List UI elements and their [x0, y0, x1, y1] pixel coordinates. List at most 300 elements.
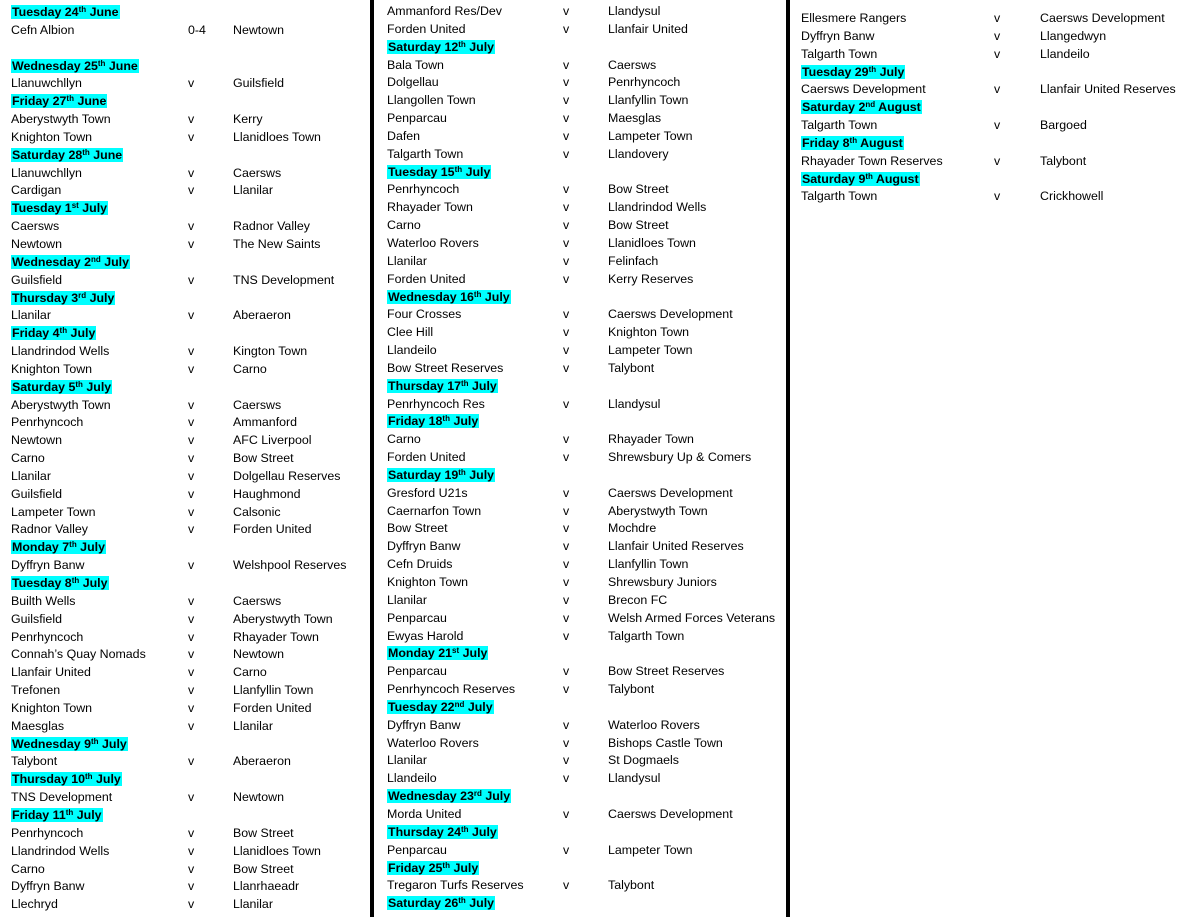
date-header	[387, 378, 782, 396]
away-team: Llanidloes Town	[233, 843, 321, 858]
fixture-row	[387, 199, 782, 217]
fixture-row	[11, 753, 366, 771]
versus-or-score: v	[563, 307, 570, 322]
date-ordinal-suffix: th	[458, 896, 466, 906]
home-team: Talgarth Town	[801, 46, 878, 61]
fixture-row	[11, 878, 366, 896]
fixture-row	[11, 700, 366, 718]
fixture-row	[11, 343, 366, 361]
date-day: Saturday 26	[388, 896, 459, 911]
away-team: Llandysul	[608, 396, 661, 411]
home-team: Bow Street Reserves	[387, 360, 504, 375]
fixture-row	[387, 21, 782, 39]
away-team: Llanfair United Reserves	[608, 539, 744, 554]
fixture-row	[387, 610, 782, 628]
home-team: Penparcau	[387, 842, 447, 857]
date-month: July	[82, 576, 108, 590]
home-team: Guilsfield	[11, 486, 62, 501]
date-ordinal-suffix: th	[461, 824, 469, 834]
date-header	[387, 164, 782, 182]
date-ordinal-suffix: th	[454, 164, 463, 174]
home-team: Forden United	[387, 450, 466, 465]
date-ordinal-suffix: th	[59, 326, 68, 336]
versus-or-score: v	[563, 396, 570, 411]
versus-or-score: v	[563, 735, 570, 750]
date-header	[801, 99, 1196, 117]
versus-or-score: v	[994, 46, 1001, 61]
home-team: Penrhyncoch Res	[387, 396, 485, 411]
home-team: Trefonen	[11, 683, 61, 698]
date-header	[11, 254, 366, 272]
home-team: Guilsfield	[11, 611, 62, 626]
date-month: July	[472, 824, 497, 839]
date-month: July	[82, 201, 108, 216]
fixture-row	[11, 664, 366, 682]
away-team: Lampeter Town	[608, 128, 693, 143]
away-team: Haughmond	[233, 486, 301, 501]
versus-or-score: v	[188, 361, 195, 376]
away-team: Knighton Town	[608, 325, 690, 340]
versus-or-score: v	[188, 843, 195, 858]
date-header	[11, 4, 366, 22]
home-team: Ewyas Harold	[387, 628, 464, 643]
versus-or-score: v	[563, 610, 570, 625]
versus-or-score: v	[188, 219, 195, 234]
home-team: Forden United	[387, 21, 466, 36]
away-team: St Dogmaels	[608, 753, 679, 768]
away-team: Lampeter Town	[608, 343, 693, 358]
home-team: Llandeilo	[387, 343, 437, 358]
date-day: Tuesday 22	[388, 699, 455, 714]
home-team: Penparcau	[387, 610, 447, 625]
fixture-row	[11, 182, 366, 200]
home-team: Llanilar	[11, 308, 51, 323]
away-team: Welsh Armed Forces Veterans	[608, 610, 776, 625]
date-ordinal-suffix: nd	[865, 100, 876, 110]
home-team: Llanilar	[387, 592, 427, 607]
versus-or-score: v	[563, 111, 570, 126]
date-month: June	[77, 94, 107, 109]
date-header	[387, 860, 782, 878]
date-day: Thursday 10	[12, 772, 85, 787]
fixture-row	[387, 592, 782, 610]
away-team: Shrewsbury Up & Comers	[608, 450, 752, 465]
fixture-row	[11, 414, 366, 432]
versus-or-score: v	[188, 183, 195, 198]
versus-or-score: v	[563, 128, 570, 143]
versus-or-score: v	[994, 11, 1001, 25]
date-day: Saturday 9	[802, 171, 866, 186]
home-team: Gresford U21s	[387, 485, 468, 500]
versus-or-score: v	[188, 683, 195, 698]
versus-or-score: v	[563, 146, 570, 161]
home-team: Carno	[11, 861, 45, 876]
away-team: Caersws	[233, 397, 282, 412]
date-month: July	[469, 39, 495, 54]
home-team: Dolgellau	[387, 75, 439, 90]
away-team: Aberystwyth Town	[608, 503, 708, 518]
versus-or-score: v	[188, 129, 195, 144]
fixture-row	[387, 752, 782, 770]
fixture-row	[11, 361, 366, 379]
date-label	[387, 379, 498, 393]
versus-or-score: v	[188, 790, 195, 805]
date-header	[11, 58, 366, 76]
date-day: Thursday 3	[12, 290, 79, 305]
away-team: Llanfyllin Town	[233, 683, 314, 698]
versus-or-score: v	[188, 451, 195, 466]
date-header	[801, 135, 1196, 153]
date-month: July	[485, 789, 511, 804]
date-label	[387, 789, 511, 803]
away-team: Aberaeron	[233, 308, 291, 323]
fixture-row	[387, 806, 782, 824]
home-team: Penrhyncoch	[11, 415, 84, 430]
home-team: Dyffryn Banw	[11, 558, 85, 573]
fixture-row	[387, 538, 782, 556]
fixture-row	[11, 22, 366, 40]
home-team: Llandrindod Wells	[11, 843, 110, 858]
date-ordinal-suffix: th	[442, 860, 450, 870]
away-team: Llandysul	[608, 4, 661, 18]
away-team: Newtown	[233, 790, 284, 805]
home-team: Cefn Albion	[11, 22, 75, 37]
away-team: Talybont	[608, 360, 655, 375]
home-team: Dyffryn Banw	[801, 28, 875, 43]
home-team: Penrhyncoch	[11, 629, 84, 644]
away-team: Bow Street	[233, 861, 294, 876]
versus-or-score: v	[188, 522, 195, 537]
away-team: Kerry Reserves	[608, 271, 694, 286]
date-month: July	[70, 326, 96, 341]
home-team: Bow Street	[387, 521, 448, 536]
date-day: Tuesday 15	[388, 164, 455, 179]
date-header	[11, 771, 366, 789]
home-team: Guilsfield	[11, 272, 62, 287]
away-team: Bow Street Reserves	[608, 664, 725, 679]
away-team: Llangedwyn	[1040, 28, 1107, 43]
date-label	[801, 65, 905, 79]
versus-or-score: v	[188, 112, 195, 127]
date-ordinal-suffix: th	[868, 64, 877, 74]
home-team: Talybont	[11, 754, 58, 769]
home-team: Llandrindod Wells	[11, 344, 110, 359]
versus-or-score: v	[188, 308, 195, 323]
date-ordinal-suffix: rd	[78, 290, 87, 300]
date-month: August	[860, 135, 903, 150]
date-month: July	[89, 290, 115, 305]
date-header	[387, 824, 782, 842]
home-team: Talgarth Town	[801, 189, 878, 204]
fixture-row	[387, 449, 782, 467]
home-team: Carno	[11, 451, 45, 466]
home-team: Waterloo Rovers	[387, 235, 479, 250]
fixture-row	[11, 629, 366, 647]
away-team: Rhayader Town	[608, 432, 694, 447]
away-team: Talybont	[608, 878, 655, 893]
away-team: Felinfach	[608, 253, 659, 268]
fixture-row	[11, 682, 366, 700]
versus-or-score: v	[563, 539, 570, 554]
blank-row	[11, 40, 366, 58]
versus-or-score: v	[563, 575, 570, 589]
versus-or-score: v	[188, 754, 195, 769]
home-team: Rhayader Town	[387, 200, 473, 215]
date-label	[11, 201, 108, 215]
away-team: Bow Street	[233, 451, 294, 466]
fixture-row	[11, 504, 366, 522]
away-team: Llandrindod Wells	[608, 200, 707, 215]
date-ordinal-suffix: th	[442, 414, 450, 424]
versus-or-score: v	[563, 218, 570, 233]
date-label	[11, 380, 112, 394]
versus-or-score: v	[563, 557, 570, 572]
date-month: July	[469, 467, 495, 482]
away-team: Talgarth Town	[608, 628, 685, 643]
date-label	[11, 148, 123, 162]
versus-or-score: v	[563, 21, 570, 36]
date-month: July	[76, 807, 102, 822]
away-team: Llanfyllin Town	[608, 557, 689, 572]
fixture-row	[387, 3, 782, 21]
away-team: Llandovery	[608, 146, 669, 161]
date-label	[11, 326, 96, 340]
fixture-row	[387, 306, 782, 324]
fixture-row	[387, 110, 782, 128]
home-team: Penrhyncoch Reserves	[387, 682, 516, 697]
date-month: August	[878, 100, 921, 115]
date-day: Friday 18	[388, 414, 443, 429]
fixture-row	[801, 153, 1196, 171]
date-month: July	[467, 699, 493, 714]
home-team: Knighton Town	[11, 361, 93, 376]
fixture-row	[11, 861, 366, 879]
date-header	[11, 575, 366, 593]
away-team: Newtown	[233, 647, 284, 662]
date-header	[801, 171, 1196, 189]
fixture-row	[11, 236, 366, 254]
versus-or-score: v	[563, 717, 570, 732]
home-team: Llechryd	[11, 897, 58, 912]
fixture-row	[11, 896, 366, 914]
fixture-row	[387, 253, 782, 271]
home-team: Dyffryn Banw	[11, 879, 85, 894]
away-team: Llanrhaeadr	[233, 879, 300, 894]
date-month: July	[101, 736, 127, 751]
date-ordinal-suffix: th	[85, 772, 93, 782]
versus-or-score: v	[188, 397, 195, 412]
column-divider-left	[370, 0, 374, 917]
away-team: Llanilar	[233, 718, 273, 733]
away-team: Guilsfield	[233, 76, 284, 91]
away-team: Bow Street	[608, 218, 669, 233]
away-team: Llanfair United Reserves	[1040, 82, 1176, 97]
fixture-row	[11, 75, 366, 93]
date-day: Tuesday 1	[12, 201, 72, 216]
date-header	[387, 645, 782, 663]
fixture-row	[11, 486, 366, 504]
home-team: Knighton Town	[11, 129, 93, 144]
date-ordinal-suffix: th	[65, 807, 74, 817]
versus-or-score: v	[188, 558, 195, 573]
date-month: July	[469, 896, 495, 911]
home-team: Morda United	[387, 806, 462, 821]
date-day: Wednesday 9	[12, 736, 91, 751]
date-day: Friday 11	[12, 807, 66, 822]
fixture-row	[387, 628, 782, 646]
fixture-row	[387, 57, 782, 75]
versus-or-score: v	[188, 504, 195, 519]
date-header	[387, 289, 782, 307]
home-team: Llanilar	[11, 468, 51, 483]
fixture-row	[11, 129, 366, 147]
versus-or-score: v	[188, 825, 195, 840]
versus-or-score: v	[563, 432, 570, 447]
date-header	[387, 699, 782, 717]
date-ordinal-suffix: th	[75, 379, 83, 389]
date-ordinal-suffix: th	[90, 736, 99, 746]
date-ordinal-suffix: nd	[90, 254, 101, 264]
date-day: Tuesday 29	[802, 64, 869, 79]
fixture-row	[387, 770, 782, 788]
away-team: Aberystwyth Town	[233, 611, 333, 626]
date-day: Wednesday 16	[388, 289, 474, 304]
away-team: Calsonic	[233, 504, 281, 519]
date-day: Thursday 17	[388, 378, 461, 393]
date-ordinal-suffix: th	[66, 94, 74, 104]
away-team: Forden United	[233, 700, 312, 715]
away-team: Caersws Development	[1040, 11, 1165, 25]
date-ordinal-suffix: st	[71, 201, 79, 211]
away-team: Bow Street	[608, 182, 669, 197]
fixture-row	[387, 271, 782, 289]
date-label	[11, 59, 139, 73]
home-team: Penparcau	[387, 111, 447, 126]
versus-or-score: v	[994, 28, 1001, 43]
fixture-row	[11, 165, 366, 183]
home-team: Penrhyncoch	[387, 182, 460, 197]
away-team: Bishops Castle Town	[608, 735, 723, 750]
fixture-row	[11, 646, 366, 664]
date-ordinal-suffix: st	[452, 646, 460, 656]
fixture-row	[11, 593, 366, 611]
versus-or-score: v	[563, 753, 570, 768]
date-day: Friday 4	[12, 326, 60, 341]
versus-or-score: v	[188, 236, 195, 251]
away-team: Dolgellau Reserves	[233, 468, 341, 483]
date-label	[11, 255, 130, 269]
home-team: Bala Town	[387, 57, 444, 72]
fixture-row	[801, 10, 1196, 28]
versus-or-score: v	[188, 897, 195, 912]
away-team: Newtown	[233, 22, 284, 37]
versus-or-score: v	[563, 4, 570, 18]
date-label	[387, 700, 494, 714]
versus-or-score: v	[563, 592, 570, 607]
versus-or-score: v	[563, 521, 570, 536]
away-team: Caersws	[233, 593, 282, 608]
away-team: Waterloo Rovers	[608, 717, 700, 732]
home-team: Penrhyncoch	[11, 825, 84, 840]
fixtures-column-1	[11, 4, 366, 914]
fixture-row	[387, 431, 782, 449]
versus-or-score: v	[563, 271, 570, 286]
away-team: Caersws	[608, 57, 657, 72]
versus-or-score: v	[188, 433, 195, 448]
fixture-row	[801, 28, 1196, 46]
date-ordinal-suffix: th	[71, 576, 80, 585]
fixture-row	[387, 146, 782, 164]
home-team: Radnor Valley	[11, 522, 88, 537]
home-team: Caersws Development	[801, 82, 926, 97]
home-team: Aberystwyth Town	[11, 112, 111, 127]
away-team: Llanidloes Town	[608, 235, 696, 250]
versus-or-score: v	[994, 82, 1001, 97]
away-team: Aberaeron	[233, 754, 291, 769]
away-team: Caersws	[233, 165, 282, 180]
versus-or-score: v	[188, 165, 195, 180]
home-team: Tregaron Turfs Reserves	[387, 878, 524, 893]
date-label	[801, 172, 920, 186]
versus-or-score: v	[188, 647, 195, 662]
away-team: Talybont	[1040, 153, 1087, 168]
date-month: July	[104, 254, 129, 269]
home-team: Llanfair United	[11, 665, 91, 680]
away-team: Shrewsbury Juniors	[608, 575, 717, 589]
date-ordinal-suffix: nd	[454, 699, 465, 709]
fixture-row	[387, 877, 782, 895]
home-team: Llandeilo	[387, 771, 437, 786]
date-month: July	[879, 64, 905, 79]
date-ordinal-suffix: th	[461, 378, 469, 388]
date-header	[11, 325, 366, 343]
fixture-row	[387, 842, 782, 860]
away-team: Carno	[233, 361, 267, 376]
date-day: Tuesday 8	[12, 576, 72, 590]
away-team: Crickhowell	[1040, 189, 1104, 204]
date-day: Saturday 28	[12, 147, 83, 162]
versus-or-score: v	[188, 486, 195, 501]
date-ordinal-suffix: th	[458, 39, 466, 49]
fixture-row	[387, 128, 782, 146]
fixture-row	[387, 735, 782, 753]
fixture-row	[11, 521, 366, 539]
home-team: Four Crosses	[387, 307, 462, 322]
away-team: Bow Street	[233, 825, 294, 840]
date-month: July	[86, 379, 112, 394]
away-team: Caersws Development	[608, 806, 733, 821]
column-divider-right	[786, 0, 790, 917]
fixtures-column-3	[801, 10, 1196, 206]
date-day: Saturday 2	[802, 100, 866, 115]
date-header	[387, 413, 782, 431]
date-ordinal-suffix: th	[78, 5, 87, 14]
date-label	[801, 100, 922, 114]
fixture-row	[11, 557, 366, 575]
date-month: June	[89, 5, 119, 19]
versus-or-score: v	[188, 76, 195, 91]
away-team: Rhayader Town	[233, 629, 319, 644]
date-month: July	[472, 378, 497, 393]
away-team: The New Saints	[233, 236, 321, 251]
date-label	[801, 136, 904, 150]
date-label	[387, 825, 498, 839]
away-team: Lampeter Town	[608, 842, 693, 857]
versus-or-score: v	[563, 182, 570, 197]
date-day: Saturday 12	[388, 39, 459, 54]
home-team: Dafen	[387, 128, 421, 143]
versus-or-score: v	[188, 272, 195, 287]
